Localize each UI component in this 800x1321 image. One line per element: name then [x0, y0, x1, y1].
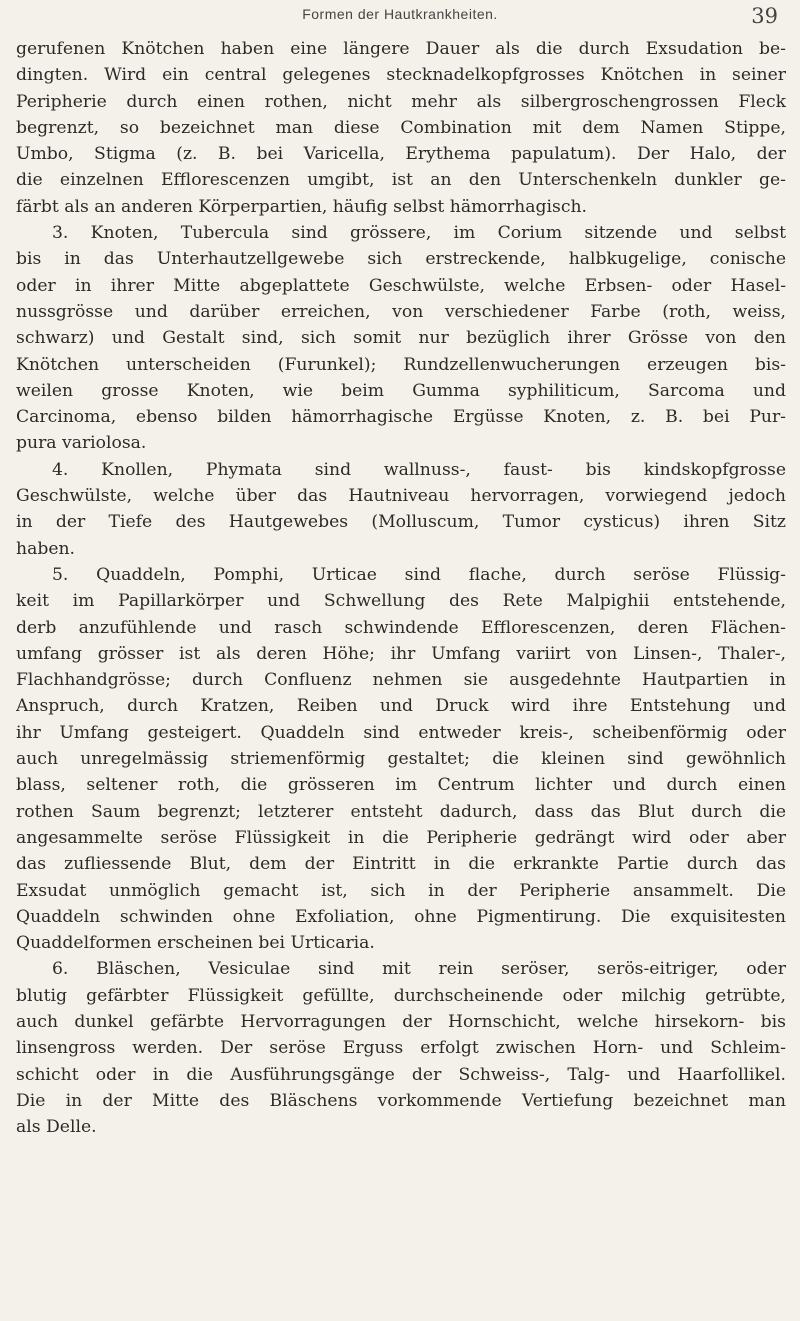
text-line: angesammelte seröse Flüssigkeit in die Peripherie gedrängt wird oder aber [16, 827, 786, 848]
text-line: Flachhandgrösse; durch Confluenz nehmen sie ausgedehnte Hautpartien in [16, 670, 786, 691]
text-line: Exsudat unmöglich gemacht ist, sich in der Peripherie ansammelt. Die [16, 880, 786, 901]
text-line: umfang grösser ist als deren Höhe; ihr Umfang variirt von Linsen-, Thaler-, [16, 643, 786, 664]
text-line: in der Tiefe des Hautgewebes (Molluscum, Tumor cysticus) ihren Sitz [16, 512, 786, 533]
text-line: Quaddelformen erscheinen bei Urticaria. [16, 933, 375, 954]
text-line: bis in das Unterhautzellgewebe sich erstreckende, halbkugelige, conische [16, 249, 786, 270]
text-line: oder in ihrer Mitte abgeplattete Geschwülste, welche Erbsen- oder Hasel- [16, 275, 786, 296]
text-line: schicht oder in die Ausführungsgänge der Schweiss-, Talg- und Haarfollikel. [16, 1064, 786, 1085]
text-line: 6. Bläschen, Vesiculae sind mit rein seröser, serös-eitriger, oder [52, 959, 786, 980]
text-line: Peripherie durch einen rothen, nicht mehr als silbergroschengrossen Fleck [16, 91, 786, 112]
text-line: begrenzt, so bezeichnet man diese Combination mit dem Namen Stippe, [16, 117, 786, 138]
text-line: Umbo, Stigma (z. B. bei Varicella, Erythema papulatum). Der Halo, der [16, 144, 786, 165]
text-line: weilen grosse Knoten, wie beim Gumma syphiliticum, Sarcoma und [16, 380, 786, 401]
text-line: Anspruch, durch Kratzen, Reiben und Druck wird ihre Entstehung und [16, 696, 786, 717]
paragraph [16, 457, 786, 562]
text-line: linsengross werden. Der seröse Erguss erfolgt zwischen Horn- und Schleim- [16, 1038, 786, 1059]
text-line: Quaddeln schwinden ohne Exfoliation, ohne Pigmentirung. Die exquisitesten [16, 906, 786, 927]
page-number: 39 [751, 4, 778, 28]
text-line: Geschwülste, welche über das Hautniveau hervorragen, vorwiegend jedoch [16, 486, 786, 507]
paragraph [16, 220, 786, 457]
text-line: färbt als an anderen Körperpartien, häufig selbst hämorrhagisch. [16, 196, 587, 217]
text-line: Carcinoma, ebenso bilden hämorrhagische Ergüsse Knoten, z. B. bei Pur- [16, 407, 786, 428]
text-line: ihr Umfang gesteigert. Quaddeln sind entweder kreis-, scheibenförmig oder [16, 722, 786, 743]
text-line: 3. Knoten, Tubercula sind grössere, im Corium sitzende und selbst [52, 223, 786, 244]
text-line: 4. Knollen, Phymata sind wallnuss-, faust- bis kindskopfgrosse [52, 459, 786, 480]
text-line: dingten. Wird ein central gelegenes stecknadelkopfgrosses Knötchen in seiner [16, 65, 786, 86]
text-line: Knötchen unterscheiden (Furunkel); Rundzellenwucherungen erzeugen bis- [16, 354, 786, 375]
text-line: nussgrösse und darüber erreichen, von verschiedener Farbe (roth, weiss, [16, 301, 786, 322]
text-line: schwarz) und Gestalt sind, sich somit nur bezüglich ihrer Grösse von den [16, 328, 786, 349]
text-line: blutig gefärbter Flüssigkeit gefüllte, durchscheinende oder milchig getrübte, [16, 985, 786, 1006]
text-line: rothen Saum begrenzt; letzterer entsteht dadurch, dass das Blut durch die [16, 801, 786, 822]
paragraph [16, 956, 786, 1140]
text-line: keit im Papillarkörper und Schwellung des Rete Malpighii entstehende, [16, 591, 786, 612]
text-line: 5. Quaddeln, Pomphi, Urticae sind flache, durch seröse Flüssig- [52, 564, 786, 585]
body-text [16, 36, 786, 1140]
text-line: auch unregelmässig striemenförmig gestaltet; die kleinen sind gewöhnlich [16, 749, 786, 770]
text-line: als Delle. [16, 1117, 97, 1138]
text-line: derb anzufühlende und rasch schwindende Efflorescenzen, deren Flächen- [16, 617, 786, 638]
text-line: pura variolosa. [16, 433, 147, 454]
text-line: das zufliessende Blut, dem der Eintritt in die erkrankte Partie durch das [16, 854, 786, 875]
text-line: haben. [16, 538, 76, 559]
paragraph [16, 562, 786, 956]
text-line: blass, seltener roth, die grösseren im Centrum lichter und durch einen [16, 775, 786, 796]
text-line: die einzelnen Efflorescenzen umgibt, ist an den Unterschenkeln dunkler ge- [16, 170, 786, 191]
text-line: auch dunkel gefärbte Hervorragungen der Hornschicht, welche hirsekorn- bis [16, 1011, 786, 1032]
paragraph [16, 36, 786, 220]
text-line: Die in der Mitte des Bläschens vorkommende Vertiefung bezeichnet man [16, 1090, 786, 1111]
running-title: Formen der Hautkrankheiten. [302, 6, 498, 22]
text-line: gerufenen Knötchen haben eine längere Dauer als die durch Exsudation be- [16, 39, 786, 59]
running-head [0, 4, 800, 34]
